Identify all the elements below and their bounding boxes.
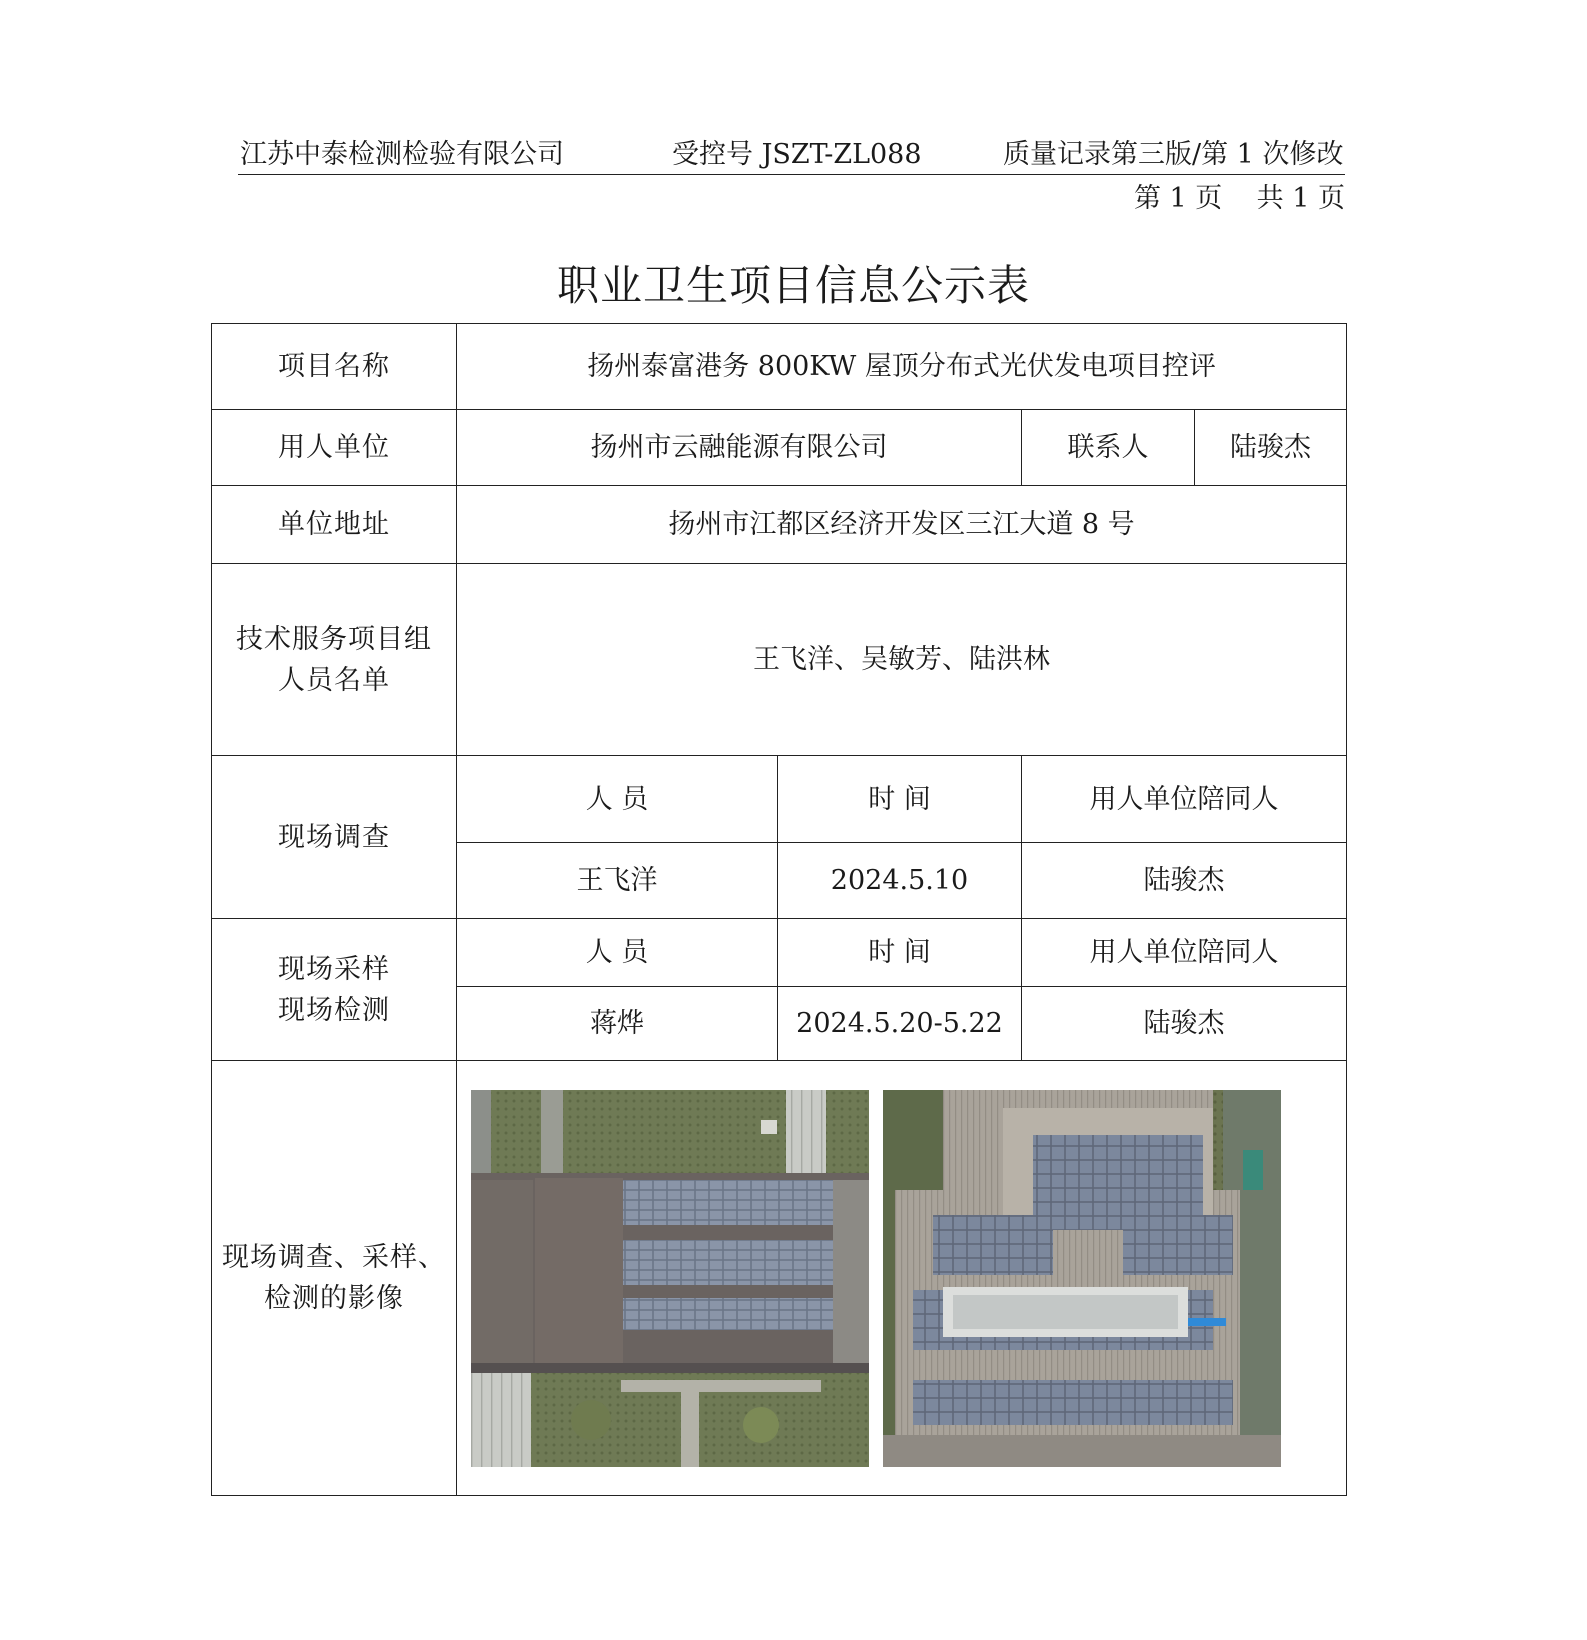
images-label-line2: 检测的影像 [264,1283,404,1314]
sampling-escort: 陆骏杰 [1022,987,1347,1061]
team-label-line1: 技术服务项目组 [236,623,432,655]
sampling-label-line1: 现场采样 [278,953,390,985]
survey-person: 王飞洋 [457,843,778,919]
header-control-number: 受控号 JSZT-ZL088 [672,139,922,170]
address-label: 单位地址 [212,486,457,564]
info-table [211,323,1347,1496]
row-team [212,564,1347,756]
contact-label: 联系人 [1022,410,1195,486]
employer-label: 用人单位 [212,410,457,486]
page-current: 第 1 页 [1133,183,1223,214]
team-label-line2: 人员名单 [278,664,390,696]
page-total: 共 1 页 [1256,183,1345,214]
survey-time: 2024.5.10 [778,843,1022,919]
row-employer [212,410,1347,486]
survey-escort: 陆骏杰 [1022,843,1347,919]
survey-label: 现场调查 [212,756,457,919]
document-title: 职业卫生项目信息公示表 [556,261,1030,310]
row-survey-header [212,756,1347,843]
sampling-header-escort: 用人单位陪同人 [1022,919,1347,987]
sampling-header-person: 人 员 [457,919,778,987]
survey-header-person: 人 员 [457,756,778,843]
header-company: 江苏中泰检测检验有限公司 [240,139,564,170]
contact-value: 陆骏杰 [1195,410,1347,486]
project-name-label: 项目名称 [212,324,457,410]
address-value: 扬州市江都区经济开发区三江大道 8 号 [457,486,1347,564]
images-cell [457,1061,1347,1496]
images-label-line1: 现场调查、采样、 [222,1242,446,1273]
row-images [212,1061,1347,1496]
row-sampling-header [212,919,1347,987]
sampling-time: 2024.5.20-5.22 [778,987,1022,1061]
team-label [212,564,457,756]
header-version: 质量记录第三版/第 1 次修改 [1003,139,1344,170]
team-value: 王飞洋、吴敏芳、陆洪林 [457,564,1347,756]
row-address [212,486,1347,564]
sampling-header-time: 时 间 [778,919,1022,987]
sampling-label [212,919,457,1061]
sampling-person: 蒋烨 [457,987,778,1061]
survey-header-time: 时 间 [778,756,1022,843]
row-project-name [212,324,1347,410]
survey-header-escort: 用人单位陪同人 [1022,756,1347,843]
site-photo-2 [883,1090,1281,1467]
project-name-value: 扬州泰富港务 800KW 屋顶分布式光伏发电项目控评 [457,324,1347,410]
images-label [212,1061,457,1496]
header-rule [238,174,1345,175]
site-photo-1 [471,1090,869,1467]
sampling-label-line2: 现场检测 [278,994,390,1026]
header-page-info [1134,176,1345,215]
employer-value: 扬州市云融能源有限公司 [457,410,1022,486]
